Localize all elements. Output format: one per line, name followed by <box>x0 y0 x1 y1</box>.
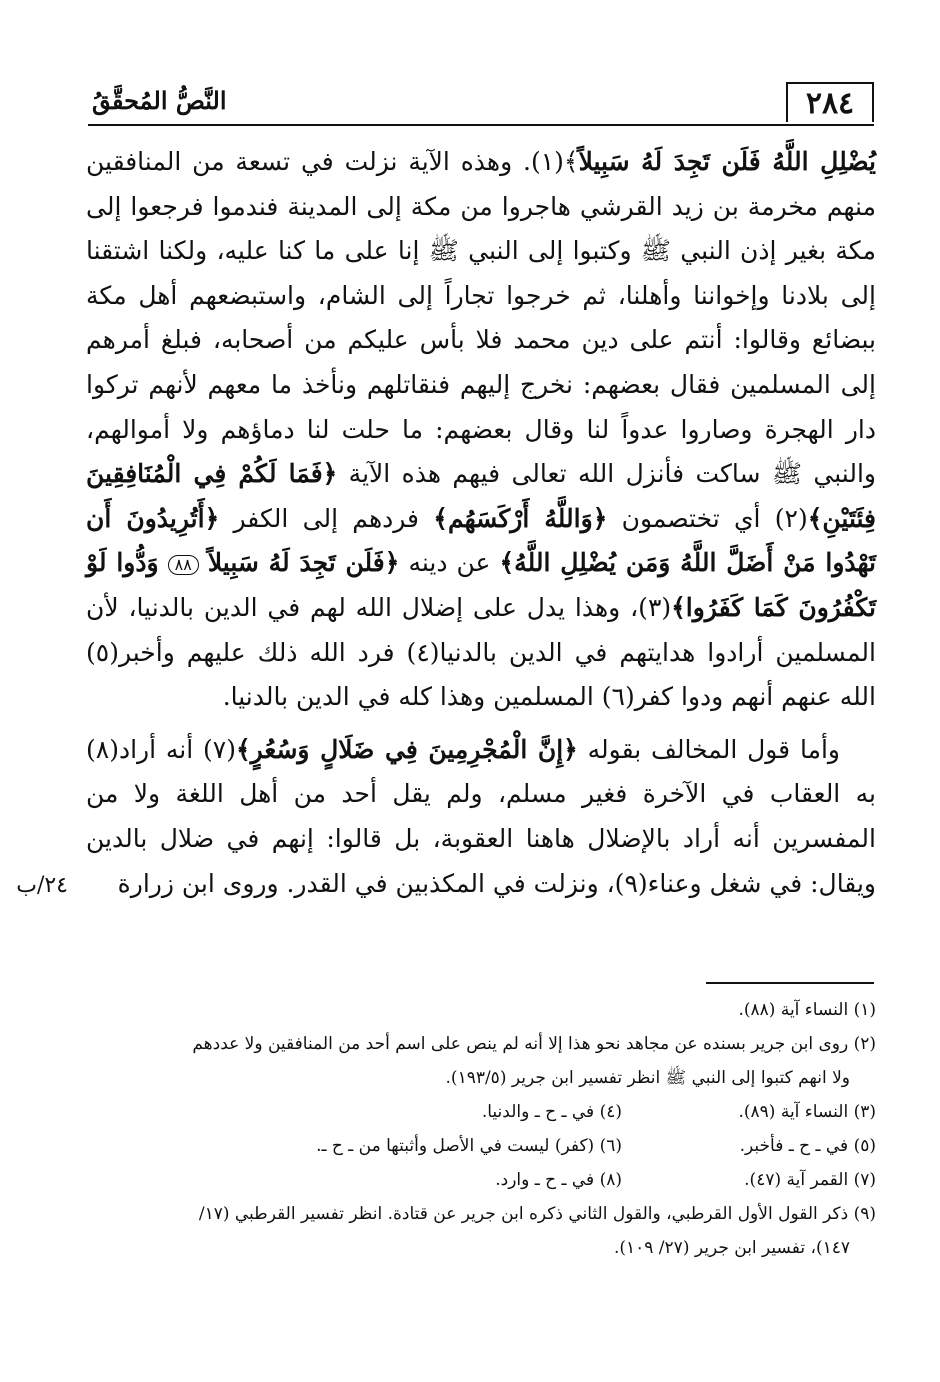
quran-quote: ﴿إِنَّ الْمُجْرِمِينَ فِي ضَلَالٍ وَسُعُرٍ﴾ <box>235 734 578 764</box>
footnote: (٣) النساء آية (٨٩). <box>738 1102 876 1122</box>
footnote-continuation: ولا انهم كتبوا إلى النبي ﷺ انظر تفسير ابن جرير (١٩٣/٥). <box>445 1068 850 1088</box>
running-title: النَّصُّ المُحقَّقُ <box>92 86 227 115</box>
quran-quote: ﴿فَمَا لَكُمْ فِي الْمُنَافِقِينَ فِئَتَيْنِ﴾ <box>86 459 876 533</box>
page-header <box>88 70 874 126</box>
footnote-continuation: ١٤٧)، تفسير ابن جرير (٢٧/ ١٠٩). <box>613 1238 850 1258</box>
footnote: (٨) في ـ ح ـ وارد. <box>495 1170 622 1190</box>
page-number: ٢٨٤ <box>786 82 874 122</box>
quran-quote: ﴿أَتُرِيدُونَ أَن تَهْدُوا مَنْ أَضَلَّ اللَّهُ وَمَن يُضْلِلِ اللَّهُ﴾ <box>86 503 876 578</box>
quran-quote: ﴿فَلَن تَجِدَ لَهُ سَبِيلاً <box>207 548 400 578</box>
paragraph-2 <box>86 728 876 906</box>
footnote: (٤) في ـ ح ـ والدنيا. <box>481 1102 622 1122</box>
text-run: ﴾(١). وهذه الآية نزلت في تسعة من المنافقين منهم مخرمة بن زيد القرشي هاجروا من مكة إلى المدينة فندموا فرجعوا إلى مكة بغير إذن النبي ﷺ وكتبوا إلى النبي ﷺ إنا على ما كنا عليه، ولكنا اشتقنا إلى بلادنا وإخواننا وأهلنا، ثم خرجوا تجاراً إلى الشام، واستبضعهم أهل مكة ببضائع وقالوا: أنتم على دين محمد فلا بأس عليكم من أصحابه، فبلغ أمرهم إلى المسلمين فقال بعضهم: نخرج إليهم فنقاتلهم ونأخذ ما معهم لأنهم تركوا دار الهجرة وصاروا عدواً لنا وقال بعضهم: ما حلت لنا دماؤهم ولا أموالهم، والنبي ﷺ ساكت فأنزل الله تعالى فيهم هذه الآية <box>86 147 876 489</box>
footnote-row <box>86 1095 876 1129</box>
footnote-row <box>86 1129 876 1163</box>
text-run: (٣)، وهذا يدل على إضلال الله لهم في الدين بالدنيا، لأن المسلمين أرادوا هدايتهم في الدين بالدنيا(٤) فرد الله ذلك عليهم وأخبر(٥) الله عنهم أنهم ودوا كفر(٦) المسلمين وهذا كله في الدين بالدنيا. <box>86 592 876 712</box>
footnote: (٧) القمر آية (٤٧). <box>744 1170 876 1190</box>
footnote: (٢) روى ابن جرير بسنده عن مجاهد نحو هذا إلا أنه لم ينص على اسم أحد من المنافقين ولا عددهم <box>192 1034 876 1054</box>
footnote-divider <box>706 982 874 984</box>
footnote: (١) النساء آية (٨٨). <box>738 1000 876 1020</box>
text-run: عن دينه <box>399 548 500 578</box>
verse-number-marker: ٨٨ <box>168 555 199 575</box>
footnote: (٩) ذكر القول الأول القرطبي، والقول الثاني ذكره ابن جرير عن قتادة. انظر تفسير القرطبي (١٧/ <box>198 1204 876 1224</box>
paragraph-1 <box>86 140 876 720</box>
main-text <box>86 140 876 906</box>
quran-quote: يُضْلِلِ اللَّهُ فَلَن تَجِدَ لَهُ سَبِيلاً <box>578 147 877 176</box>
quran-quote: وَدُّوا لَوْ تَكْفُرُونَ كَمَا كَفَرُوا﴾ <box>86 548 877 622</box>
text-run: وأما قول المخالف بقوله <box>577 734 840 764</box>
footnote: (٦) (كفر) ليست في الأصل وأثبتها من ـ ح ـ. <box>316 1136 622 1156</box>
margin-folio-note: ٢٤/ب <box>16 873 68 898</box>
text-run: (٧) أنه أراد(٨) به العقاب في الآخرة فغير مسلم، ولم يقل أحد من أهل اللغة ولا من المفسرين أنه أراد بالإضلال هاهنا العقوبة، بل قالوا: إنهم في ضلال بالدين ويقال: في شغل وعناء(٩)، ونزلت في المكذبين في القدر. وروى ابن زرارة <box>86 734 876 898</box>
text-run: (٢) أي تختصمون <box>607 503 808 533</box>
quran-quote: ﴿وَاللَّهُ أَرْكَسَهُم﴾ <box>433 503 608 533</box>
footnotes <box>86 993 876 1265</box>
footnote: (٥) في ـ ح ـ فأخبر. <box>739 1136 876 1156</box>
footnote-row <box>86 1163 876 1197</box>
text-run: فردهم إلى الكفر <box>219 503 434 533</box>
